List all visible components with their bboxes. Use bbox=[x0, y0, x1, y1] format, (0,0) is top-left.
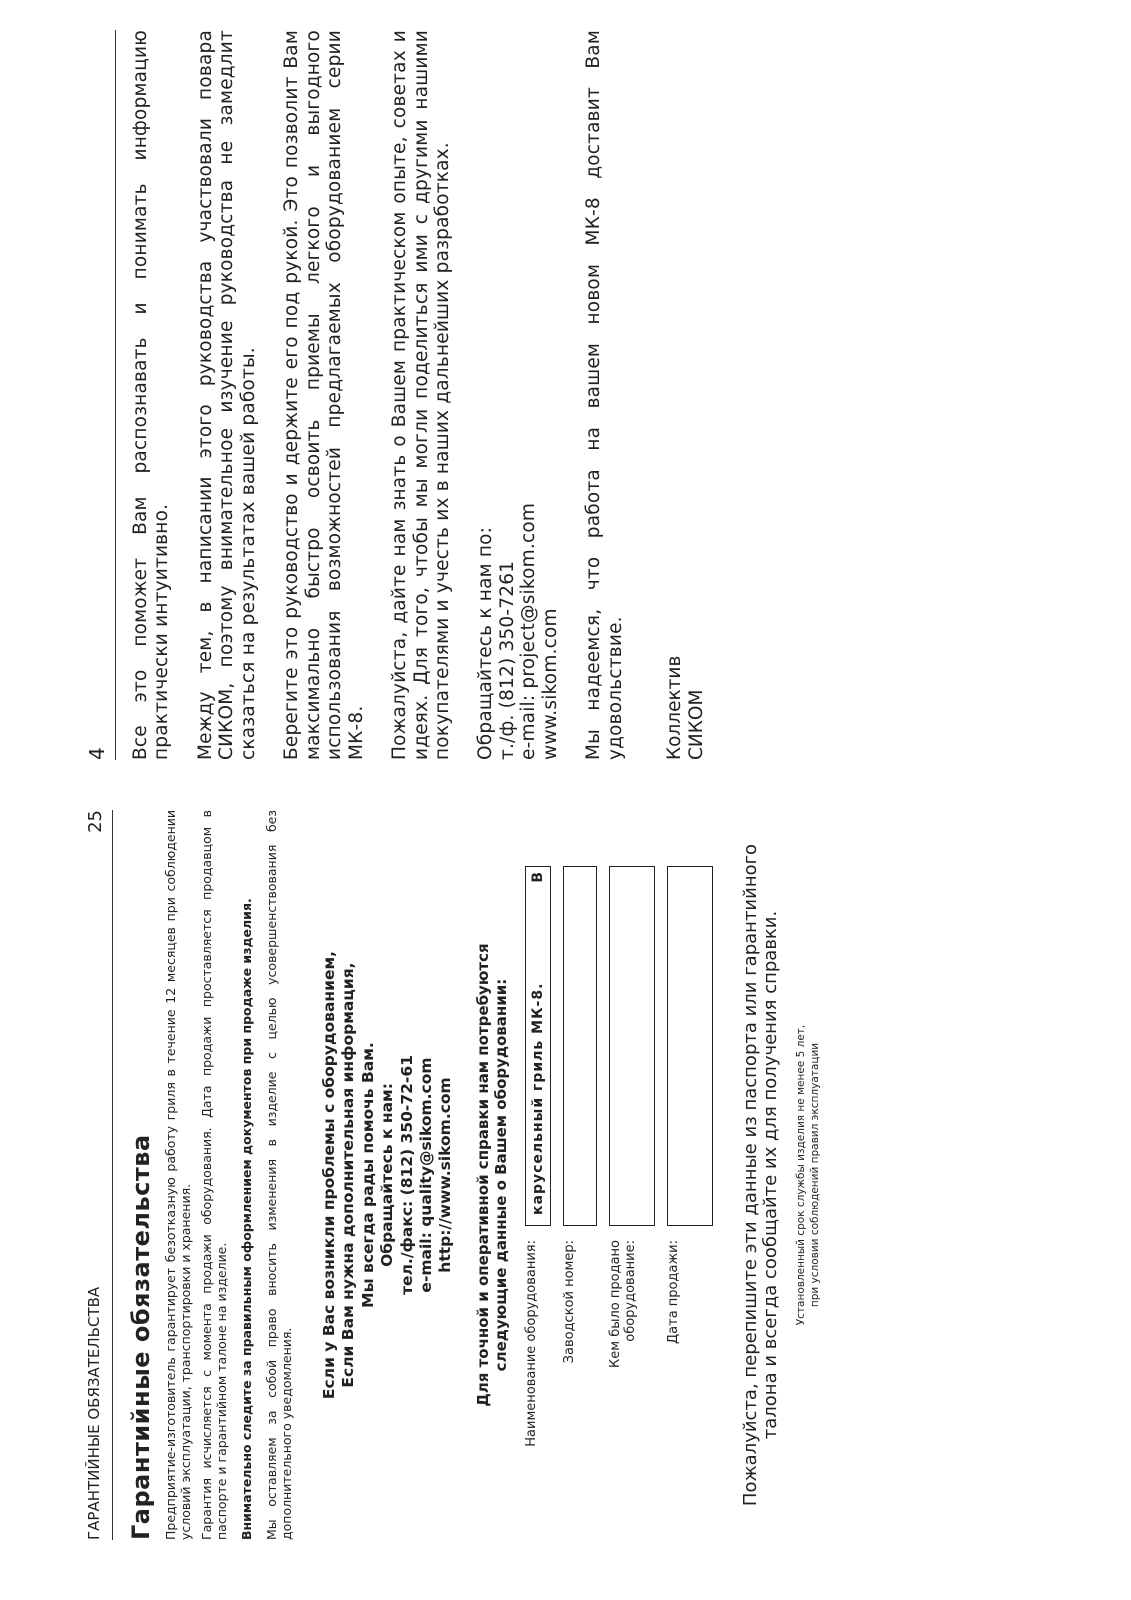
please-note: Пожалуйста, перепишите эти данные из паспорта или гарантийного талона и всегда сообщайте их для получения справки. bbox=[740, 843, 782, 1507]
header-rule bbox=[112, 810, 113, 1540]
sale-date-field[interactable] bbox=[667, 866, 713, 1226]
signature-line-2: СИКОМ bbox=[685, 689, 707, 760]
serial-field[interactable] bbox=[563, 866, 597, 1226]
page-number: 4 bbox=[85, 747, 109, 760]
equipment-value: карусельный гриль МК-8. bbox=[530, 982, 547, 1215]
equipment-info-form bbox=[525, 810, 713, 1540]
warranty-paragraph: Гарантия исчисляется с момента продажи оборудования. Дата продажи проставляется продавцом в паспорте и гарантийном талоне на изделие. bbox=[199, 810, 229, 1540]
closing-paragraph: Мы надеемся, что работа на вашем новом МК-8 доставит Вам удовольствие. bbox=[583, 30, 626, 760]
paragraph: Между тем, в написании этого руководства участвовали повара СИКОМ, поэтому внимательное изучение руководства не замедлит сказаться на результатах вашей работы. bbox=[194, 30, 259, 760]
required-info-line: следующие данные о Вашем оборудовании: bbox=[492, 978, 511, 1372]
warranty-bold-note: Внимательно следите за правильным оформлением документов при продаже изделия. bbox=[239, 898, 254, 1540]
sold-by-field[interactable] bbox=[609, 866, 655, 1226]
contact-website: http://www.sikom.com bbox=[436, 1077, 455, 1273]
sold-by-label-line: Кем было продано bbox=[608, 1240, 624, 1368]
contact-line: Мы всегда рады помочь Вам. bbox=[358, 1042, 377, 1308]
required-info-heading bbox=[474, 810, 512, 1540]
form-row-equipment bbox=[525, 810, 551, 1540]
paragraph: Пожалуйста, дайте нам знать о Вашем практическом опыте, советах и идеях. Для того, чтобы мы могли поделиться ими с другими нашими покупателями и учесть их в наших дальнейших разработках. bbox=[389, 30, 453, 760]
page-4 bbox=[85, 30, 1085, 760]
serial-label: Заводской номер: bbox=[562, 1240, 578, 1364]
equipment-label: Наименование оборудования: bbox=[524, 1240, 540, 1447]
section-header: ГАРАНТИЙНЫЕ ОБЯЗАТЕЛЬСТВА bbox=[85, 1286, 103, 1540]
sale-date-label: Дата продажи: bbox=[666, 1240, 682, 1344]
signature-line-1: Коллектив bbox=[664, 655, 686, 760]
contacts-block bbox=[475, 30, 561, 760]
support-contact-block bbox=[320, 810, 456, 1540]
contacts-web: www.sikom.com bbox=[539, 608, 561, 760]
footer-line: Установленный срок службы изделия не менее 5 лет, bbox=[795, 1024, 808, 1326]
form-row-sale-date bbox=[667, 810, 713, 1540]
contacts-intro: Обращайтесь к нам по: bbox=[475, 526, 497, 760]
service-life-footer bbox=[795, 810, 822, 1540]
form-row-serial bbox=[563, 810, 597, 1540]
warranty-paragraph: Мы оставляем за собой право вносить изменения в изделие с целью усовершенствования без дополнительного уведомления. bbox=[264, 810, 294, 1540]
contact-line: Если Вам нужна дополнительная информация, bbox=[339, 962, 358, 1388]
contacts-email: e-mail: project@sikom.com bbox=[518, 502, 540, 760]
contact-line: Если у Вас возникли проблемы с оборудованием, bbox=[320, 950, 338, 1400]
warranty-paragraph: Предприятие-изготовитель гарантирует безотказную работу гриля в течение 12 месяцев при соблюдении условий эксплуатации, транспортировки и хранения. bbox=[163, 810, 193, 1540]
page-title: Гарантийные обязательства bbox=[127, 1134, 155, 1540]
paragraph: Все это поможет Вам распознавать и понимать информацию практически интуитивно. bbox=[130, 30, 173, 760]
signature bbox=[664, 30, 707, 760]
form-row-sold-by bbox=[609, 810, 655, 1540]
header-rule bbox=[115, 30, 116, 760]
contacts-phone: т./ф. (812) 350-7261 bbox=[496, 560, 518, 760]
required-info-line: Для точной и оперативной справки нам потребуются bbox=[473, 943, 492, 1407]
footer-line: при условии соблюдений правил эксплуатации bbox=[809, 1042, 822, 1308]
sold-by-label bbox=[609, 1226, 639, 1540]
contact-line: Обращайтесь к нам: bbox=[378, 1083, 397, 1267]
page-number: 25 bbox=[85, 810, 106, 833]
page-header bbox=[85, 810, 106, 1540]
contact-phone: тел./факс: (812) 350-72-61 bbox=[397, 1055, 416, 1295]
equipment-field[interactable] bbox=[525, 866, 551, 1226]
paragraph: Берегите это руководство и держите его под рукой. Это позволит Вам максимально быстро освоить приемы легкого и выгодного использования возможностей предлагаемых оборудованием серии МК-8. bbox=[281, 30, 367, 760]
contact-email: e-mail: quality@sikom.com bbox=[416, 1057, 435, 1293]
page-25 bbox=[85, 810, 1085, 1540]
sold-by-label-line: оборудование: bbox=[623, 1240, 639, 1342]
equipment-suffix: В bbox=[530, 871, 547, 883]
